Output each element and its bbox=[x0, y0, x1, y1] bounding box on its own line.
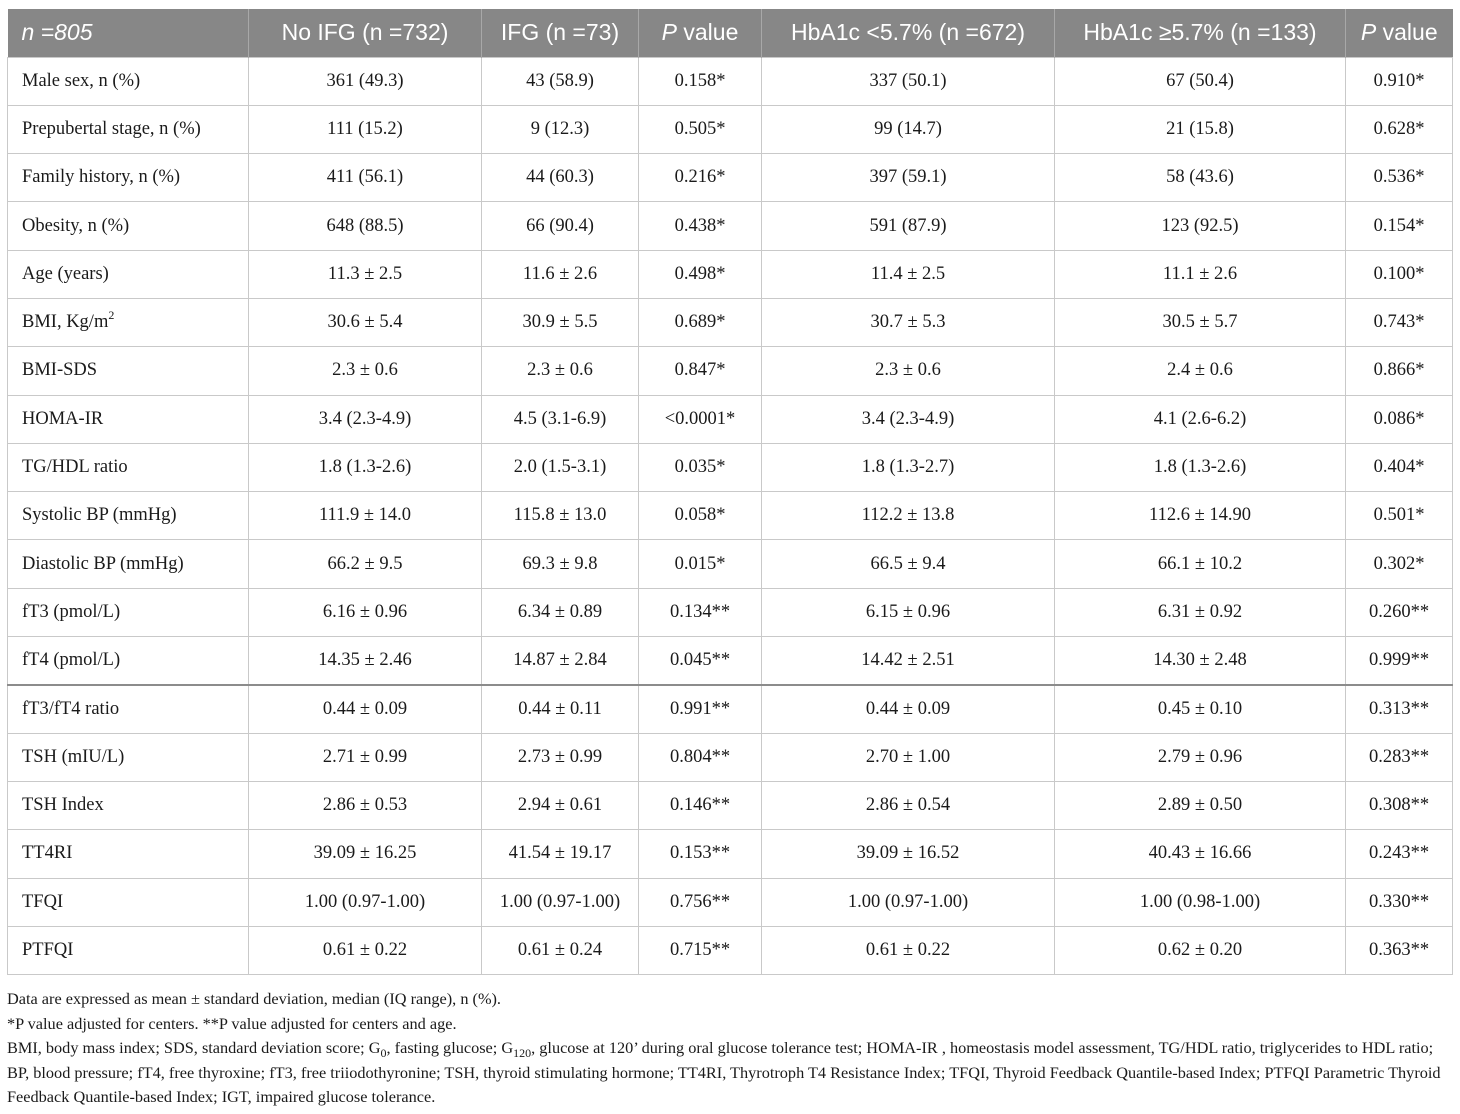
cell-hba1c-low: 11.4 ± 2.5 bbox=[762, 250, 1055, 298]
cell-p-value-ifg: 0.505* bbox=[639, 105, 762, 153]
cell-ifg: 0.44 ± 0.11 bbox=[482, 685, 639, 733]
row-label-cell bbox=[8, 395, 249, 443]
cell-hba1c-low: 6.15 ± 0.96 bbox=[762, 588, 1055, 636]
table-body bbox=[8, 57, 1453, 975]
table-row bbox=[8, 250, 1453, 298]
row-label-cell bbox=[8, 154, 249, 202]
cell-hba1c-low: 3.4 (2.3-4.9) bbox=[762, 395, 1055, 443]
table-row bbox=[8, 298, 1453, 346]
table-row bbox=[8, 733, 1453, 781]
cell-hba1c-high: 21 (15.8) bbox=[1055, 105, 1346, 153]
row-label: Obesity, n (%) bbox=[22, 215, 130, 236]
header-cell-ifg: IFG (n =73) bbox=[482, 9, 639, 57]
cell-hba1c-low: 0.61 ± 0.22 bbox=[762, 926, 1055, 974]
cell-no-ifg: 0.61 ± 0.22 bbox=[249, 926, 482, 974]
row-label-cell bbox=[8, 347, 249, 395]
cell-ifg: 2.73 ± 0.99 bbox=[482, 733, 639, 781]
cell-p-value-hba1c: 0.260** bbox=[1346, 588, 1453, 636]
cell-ifg: 2.3 ± 0.6 bbox=[482, 347, 639, 395]
cell-hba1c-low: 2.3 ± 0.6 bbox=[762, 347, 1055, 395]
cell-p-value-ifg: 0.216* bbox=[639, 154, 762, 202]
cell-hba1c-low: 591 (87.9) bbox=[762, 202, 1055, 250]
table-row bbox=[8, 347, 1453, 395]
cell-p-value-hba1c: 0.404* bbox=[1346, 443, 1453, 491]
row-label-cell bbox=[8, 926, 249, 974]
characteristics-table-container bbox=[7, 9, 1452, 975]
header-cell-no-ifg: No IFG (n =732) bbox=[249, 9, 482, 57]
cell-no-ifg: 6.16 ± 0.96 bbox=[249, 588, 482, 636]
table-row bbox=[8, 57, 1453, 105]
row-label: Male sex, n (%) bbox=[22, 70, 141, 91]
header-cell-p-value-ifg: P value bbox=[639, 9, 762, 57]
cell-p-value-ifg: 0.146** bbox=[639, 781, 762, 829]
table-row bbox=[8, 443, 1453, 491]
cell-p-value-hba1c: 0.501* bbox=[1346, 492, 1453, 540]
cell-no-ifg: 0.44 ± 0.09 bbox=[249, 685, 482, 733]
cell-no-ifg: 66.2 ± 9.5 bbox=[249, 540, 482, 588]
cell-no-ifg: 3.4 (2.3-4.9) bbox=[249, 395, 482, 443]
cell-p-value-ifg: 0.035* bbox=[639, 443, 762, 491]
table-footnotes bbox=[7, 987, 1452, 1110]
row-label-superscript: 2 bbox=[108, 308, 115, 323]
cell-ifg: 115.8 ± 13.0 bbox=[482, 492, 639, 540]
cell-ifg: 2.94 ± 0.61 bbox=[482, 781, 639, 829]
row-label-cell bbox=[8, 540, 249, 588]
cell-ifg: 0.61 ± 0.24 bbox=[482, 926, 639, 974]
cell-hba1c-low: 66.5 ± 9.4 bbox=[762, 540, 1055, 588]
footnote-p-value-adjustment: *P value adjusted for centers. **P value adjusted for centers and age. bbox=[7, 1013, 457, 1033]
cell-hba1c-high: 11.1 ± 2.6 bbox=[1055, 250, 1346, 298]
cell-hba1c-low: 1.8 (1.3-2.7) bbox=[762, 443, 1055, 491]
cell-hba1c-high: 112.6 ± 14.90 bbox=[1055, 492, 1346, 540]
cell-hba1c-high: 30.5 ± 5.7 bbox=[1055, 298, 1346, 346]
cell-hba1c-low: 39.09 ± 16.52 bbox=[762, 830, 1055, 878]
row-label: Diastolic BP (mmHg) bbox=[22, 553, 184, 574]
cell-ifg: 30.9 ± 5.5 bbox=[482, 298, 639, 346]
cell-hba1c-low: 397 (59.1) bbox=[762, 154, 1055, 202]
table-row bbox=[8, 395, 1453, 443]
cell-p-value-hba1c: 0.628* bbox=[1346, 105, 1453, 153]
cell-ifg: 4.5 (3.1-6.9) bbox=[482, 395, 639, 443]
row-label-cell bbox=[8, 443, 249, 491]
cell-no-ifg: 111 (15.2) bbox=[249, 105, 482, 153]
cell-no-ifg: 39.09 ± 16.25 bbox=[249, 830, 482, 878]
row-label-cell bbox=[8, 105, 249, 153]
cell-p-value-hba1c: 0.536* bbox=[1346, 154, 1453, 202]
cell-p-value-ifg: 0.715** bbox=[639, 926, 762, 974]
cell-p-value-hba1c: 0.302* bbox=[1346, 540, 1453, 588]
cell-hba1c-low: 0.44 ± 0.09 bbox=[762, 685, 1055, 733]
cell-p-value-ifg: 0.438* bbox=[639, 202, 762, 250]
row-label: TG/HDL ratio bbox=[22, 457, 128, 478]
cell-p-value-hba1c: 0.308** bbox=[1346, 781, 1453, 829]
cell-hba1c-high: 58 (43.6) bbox=[1055, 154, 1346, 202]
cell-hba1c-high: 6.31 ± 0.92 bbox=[1055, 588, 1346, 636]
row-label-cell bbox=[8, 492, 249, 540]
cell-p-value-ifg: 0.158* bbox=[639, 57, 762, 105]
cell-p-value-hba1c: 0.243** bbox=[1346, 830, 1453, 878]
cell-p-value-ifg: 0.153** bbox=[639, 830, 762, 878]
cell-no-ifg: 14.35 ± 2.46 bbox=[249, 637, 482, 685]
row-label: Prepubertal stage, n (%) bbox=[22, 118, 201, 139]
cell-no-ifg: 648 (88.5) bbox=[249, 202, 482, 250]
table-row bbox=[8, 540, 1453, 588]
row-label-cell bbox=[8, 202, 249, 250]
table-row bbox=[8, 926, 1453, 974]
cell-p-value-ifg: 0.045** bbox=[639, 637, 762, 685]
header-cell-p-value-hba1c: P value bbox=[1346, 9, 1453, 57]
table-row bbox=[8, 588, 1453, 636]
cell-ifg: 44 (60.3) bbox=[482, 154, 639, 202]
row-label: TSH Index bbox=[22, 795, 104, 816]
cell-hba1c-low: 30.7 ± 5.3 bbox=[762, 298, 1055, 346]
cell-ifg: 9 (12.3) bbox=[482, 105, 639, 153]
cell-p-value-hba1c: 0.283** bbox=[1346, 733, 1453, 781]
row-label: Systolic BP (mmHg) bbox=[22, 505, 177, 526]
cell-hba1c-low: 337 (50.1) bbox=[762, 57, 1055, 105]
cell-p-value-hba1c: 0.999** bbox=[1346, 637, 1453, 685]
row-label-cell bbox=[8, 57, 249, 105]
row-label-cell bbox=[8, 685, 249, 733]
cell-p-value-ifg: 0.756** bbox=[639, 878, 762, 926]
row-label: TSH (mIU/L) bbox=[22, 746, 125, 767]
row-label: fT3 (pmol/L) bbox=[22, 601, 121, 622]
table-row bbox=[8, 492, 1453, 540]
table-row bbox=[8, 878, 1453, 926]
table-row bbox=[8, 830, 1453, 878]
cell-ifg: 41.54 ± 19.17 bbox=[482, 830, 639, 878]
row-label-cell bbox=[8, 250, 249, 298]
cell-ifg: 14.87 ± 2.84 bbox=[482, 637, 639, 685]
row-label-cell bbox=[8, 830, 249, 878]
row-label: TFQI bbox=[22, 891, 64, 912]
cell-no-ifg: 1.8 (1.3-2.6) bbox=[249, 443, 482, 491]
cell-hba1c-high: 1.8 (1.3-2.6) bbox=[1055, 443, 1346, 491]
cell-hba1c-high: 66.1 ± 10.2 bbox=[1055, 540, 1346, 588]
cell-hba1c-high: 4.1 (2.6-6.2) bbox=[1055, 395, 1346, 443]
table-row bbox=[8, 202, 1453, 250]
cell-no-ifg: 361 (49.3) bbox=[249, 57, 482, 105]
row-label: HOMA-IR bbox=[22, 408, 104, 429]
cell-hba1c-high: 123 (92.5) bbox=[1055, 202, 1346, 250]
cell-p-value-ifg: 0.991** bbox=[639, 685, 762, 733]
header-cell-sample-size: n =805 bbox=[21, 19, 93, 46]
cell-p-value-hba1c: 0.313** bbox=[1346, 685, 1453, 733]
row-label-cell bbox=[8, 878, 249, 926]
cell-p-value-ifg: 0.689* bbox=[639, 298, 762, 346]
cell-p-value-ifg: 0.804** bbox=[639, 733, 762, 781]
cell-p-value-ifg: 0.058* bbox=[639, 492, 762, 540]
cell-p-value-ifg: 0.134** bbox=[639, 588, 762, 636]
header-cell-hba1c-high: HbA1c ≥5.7% (n =133) bbox=[1055, 9, 1346, 57]
cell-ifg: 69.3 ± 9.8 bbox=[482, 540, 639, 588]
cell-hba1c-low: 14.42 ± 2.51 bbox=[762, 637, 1055, 685]
row-label-cell bbox=[8, 733, 249, 781]
cell-no-ifg: 2.86 ± 0.53 bbox=[249, 781, 482, 829]
row-label: Age (years) bbox=[22, 263, 109, 284]
cell-p-value-hba1c: 0.086* bbox=[1346, 395, 1453, 443]
cell-p-value-ifg: 0.015* bbox=[639, 540, 762, 588]
cell-hba1c-high: 14.30 ± 2.48 bbox=[1055, 637, 1346, 685]
table-row bbox=[8, 105, 1453, 153]
row-label-cell bbox=[8, 637, 249, 685]
table-row bbox=[8, 685, 1453, 733]
cell-p-value-ifg: 0.847* bbox=[639, 347, 762, 395]
row-label-cell bbox=[8, 588, 249, 636]
cell-p-value-ifg: <0.0001* bbox=[639, 395, 762, 443]
table-row bbox=[8, 781, 1453, 829]
cell-no-ifg: 111.9 ± 14.0 bbox=[249, 492, 482, 540]
cell-hba1c-high: 1.00 (0.98-1.00) bbox=[1055, 878, 1346, 926]
cell-hba1c-high: 2.4 ± 0.6 bbox=[1055, 347, 1346, 395]
row-label: TT4RI bbox=[22, 843, 73, 864]
characteristics-table bbox=[7, 9, 1453, 975]
cell-ifg: 11.6 ± 2.6 bbox=[482, 250, 639, 298]
cell-hba1c-high: 67 (50.4) bbox=[1055, 57, 1346, 105]
cell-hba1c-low: 1.00 (0.97-1.00) bbox=[762, 878, 1055, 926]
cell-hba1c-high: 0.62 ± 0.20 bbox=[1055, 926, 1346, 974]
header-cell-hba1c-low: HbA1c <5.7% (n =672) bbox=[762, 9, 1055, 57]
footnote-data-expression: Data are expressed as mean ± standard deviation, median (IQ range), n (%). bbox=[7, 989, 502, 1008]
cell-hba1c-low: 112.2 ± 13.8 bbox=[762, 492, 1055, 540]
table-row bbox=[8, 637, 1453, 685]
cell-p-value-hba1c: 0.910* bbox=[1346, 57, 1453, 105]
row-label: BMI, Kg/m bbox=[22, 312, 109, 333]
cell-p-value-hba1c: 0.866* bbox=[1346, 347, 1453, 395]
cell-hba1c-high: 2.79 ± 0.96 bbox=[1055, 733, 1346, 781]
row-label: fT4 (pmol/L) bbox=[22, 649, 121, 670]
cell-no-ifg: 30.6 ± 5.4 bbox=[249, 298, 482, 346]
cell-p-value-hba1c: 0.743* bbox=[1346, 298, 1453, 346]
row-label-cell bbox=[8, 781, 249, 829]
cell-p-value-ifg: 0.498* bbox=[639, 250, 762, 298]
row-label: Family history, n (%) bbox=[22, 167, 181, 188]
table-header-row bbox=[8, 9, 1453, 57]
cell-p-value-hba1c: 0.330** bbox=[1346, 878, 1453, 926]
row-label: BMI-SDS bbox=[22, 360, 98, 381]
cell-no-ifg: 11.3 ± 2.5 bbox=[249, 250, 482, 298]
cell-no-ifg: 2.71 ± 0.99 bbox=[249, 733, 482, 781]
cell-p-value-hba1c: 0.154* bbox=[1346, 202, 1453, 250]
row-label: PTFQI bbox=[22, 939, 74, 960]
cell-hba1c-high: 40.43 ± 16.66 bbox=[1055, 830, 1346, 878]
cell-no-ifg: 411 (56.1) bbox=[249, 154, 482, 202]
row-label: fT3/fT4 ratio bbox=[22, 698, 120, 719]
cell-ifg: 1.00 (0.97-1.00) bbox=[482, 878, 639, 926]
cell-ifg: 66 (90.4) bbox=[482, 202, 639, 250]
cell-hba1c-high: 0.45 ± 0.10 bbox=[1055, 685, 1346, 733]
cell-hba1c-high: 2.89 ± 0.50 bbox=[1055, 781, 1346, 829]
cell-p-value-hba1c: 0.100* bbox=[1346, 250, 1453, 298]
cell-no-ifg: 2.3 ± 0.6 bbox=[249, 347, 482, 395]
cell-ifg: 2.0 (1.5-3.1) bbox=[482, 443, 639, 491]
cell-no-ifg: 1.00 (0.97-1.00) bbox=[249, 878, 482, 926]
row-label-cell bbox=[8, 298, 249, 346]
table-row bbox=[8, 154, 1453, 202]
cell-ifg: 43 (58.9) bbox=[482, 57, 639, 105]
cell-hba1c-low: 2.70 ± 1.00 bbox=[762, 733, 1055, 781]
cell-hba1c-low: 99 (14.7) bbox=[762, 105, 1055, 153]
cell-hba1c-low: 2.86 ± 0.54 bbox=[762, 781, 1055, 829]
cell-p-value-hba1c: 0.363** bbox=[1346, 926, 1453, 974]
cell-ifg: 6.34 ± 0.89 bbox=[482, 588, 639, 636]
footnote-abbreviations: BMI, body mass index; SDS, standard deviation score; $G_0$, fasting glucose; $G_{120}$, glucose at 120’ during oral glucose tolerance test; HOMA-IR , homeostasis model assessment, TG/HDL ratio, triglycerides to HDL ratio; BP, blood pressure; fT4, free thyroxine; fT3, free triiodothyronine; TSH, thyroid stimulating hormone; TT4RI, Thyrotroph T4 Resistance Index; TFQI, Thyroid Feedback Quantile-based Index; PTFQI Parametric Thyroid Feedback Quantile-based Index; IGT, impaired glucose tolerance. bbox=[7, 1038, 1441, 1106]
